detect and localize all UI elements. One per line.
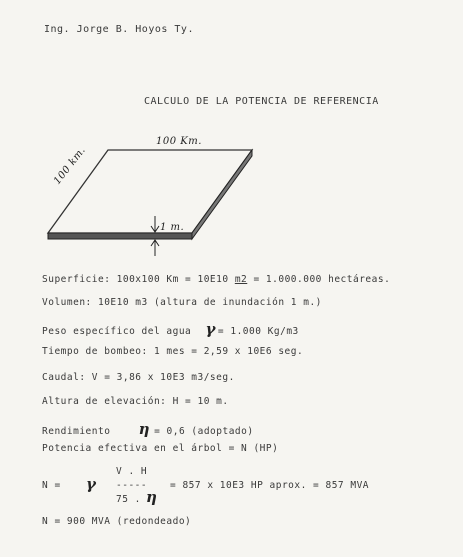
formula-denominator: 75 .	[116, 494, 141, 505]
superficie-line	[42, 274, 390, 285]
power-formula	[42, 466, 442, 508]
tiempo-line: Tiempo de bombeo: 1 mes = 2,59 x 10E6 seg.	[42, 346, 304, 357]
volumen-line: Volumen: 10E10 m3 (altura de inundación 1 m.)	[42, 297, 322, 308]
formula-lhs: N =	[42, 480, 61, 491]
superficie-pre: Superficie: 100x100 Km = 10E10	[42, 274, 235, 285]
peso-label: Peso específico del agua	[42, 326, 192, 337]
author-line: Ing. Jorge B. Hoyos Ty.	[44, 24, 194, 35]
slab-drawing	[0, 0, 463, 270]
formula-eta: η	[146, 488, 158, 506]
formula-rhs: = 857 x 10E3 HP aprox. = 857 MVA	[170, 480, 370, 491]
peso-value: = 1.000 Kg/m3	[217, 326, 299, 337]
eta-symbol: η	[138, 420, 151, 438]
rendimiento-value: = 0,6 (adoptado)	[154, 426, 254, 437]
height-dimension-label: 1 m.	[160, 222, 185, 233]
rendimiento-label: Rendimiento	[42, 426, 111, 437]
caudal-line: Caudal: V = 3,86 x 10E3 m3/seg.	[42, 372, 235, 383]
gamma-symbol: γ	[205, 320, 216, 338]
rendimiento-line	[42, 420, 254, 438]
superficie-unit: m2	[234, 274, 248, 285]
formula-fraction-bar: -----	[116, 480, 148, 491]
resultado-line: N = 900 MVA (redondeado)	[42, 516, 192, 527]
page-title: CALCULO DE LA POTENCIA DE REFERENCIA	[144, 96, 379, 107]
top-dimension-label: 100 Km.	[156, 136, 202, 147]
side-dimension-label: 100 km.	[52, 144, 89, 187]
formula-numerator: V . H	[116, 466, 148, 477]
formula-gamma: γ	[86, 475, 97, 493]
peso-line	[42, 320, 299, 338]
superficie-post: = 1.000.000 hectáreas.	[247, 274, 391, 285]
potencia-line: Potencia efectiva en el árbol = N (HP)	[42, 443, 279, 454]
altura-line: Altura de elevación: H = 10 m.	[42, 396, 229, 407]
